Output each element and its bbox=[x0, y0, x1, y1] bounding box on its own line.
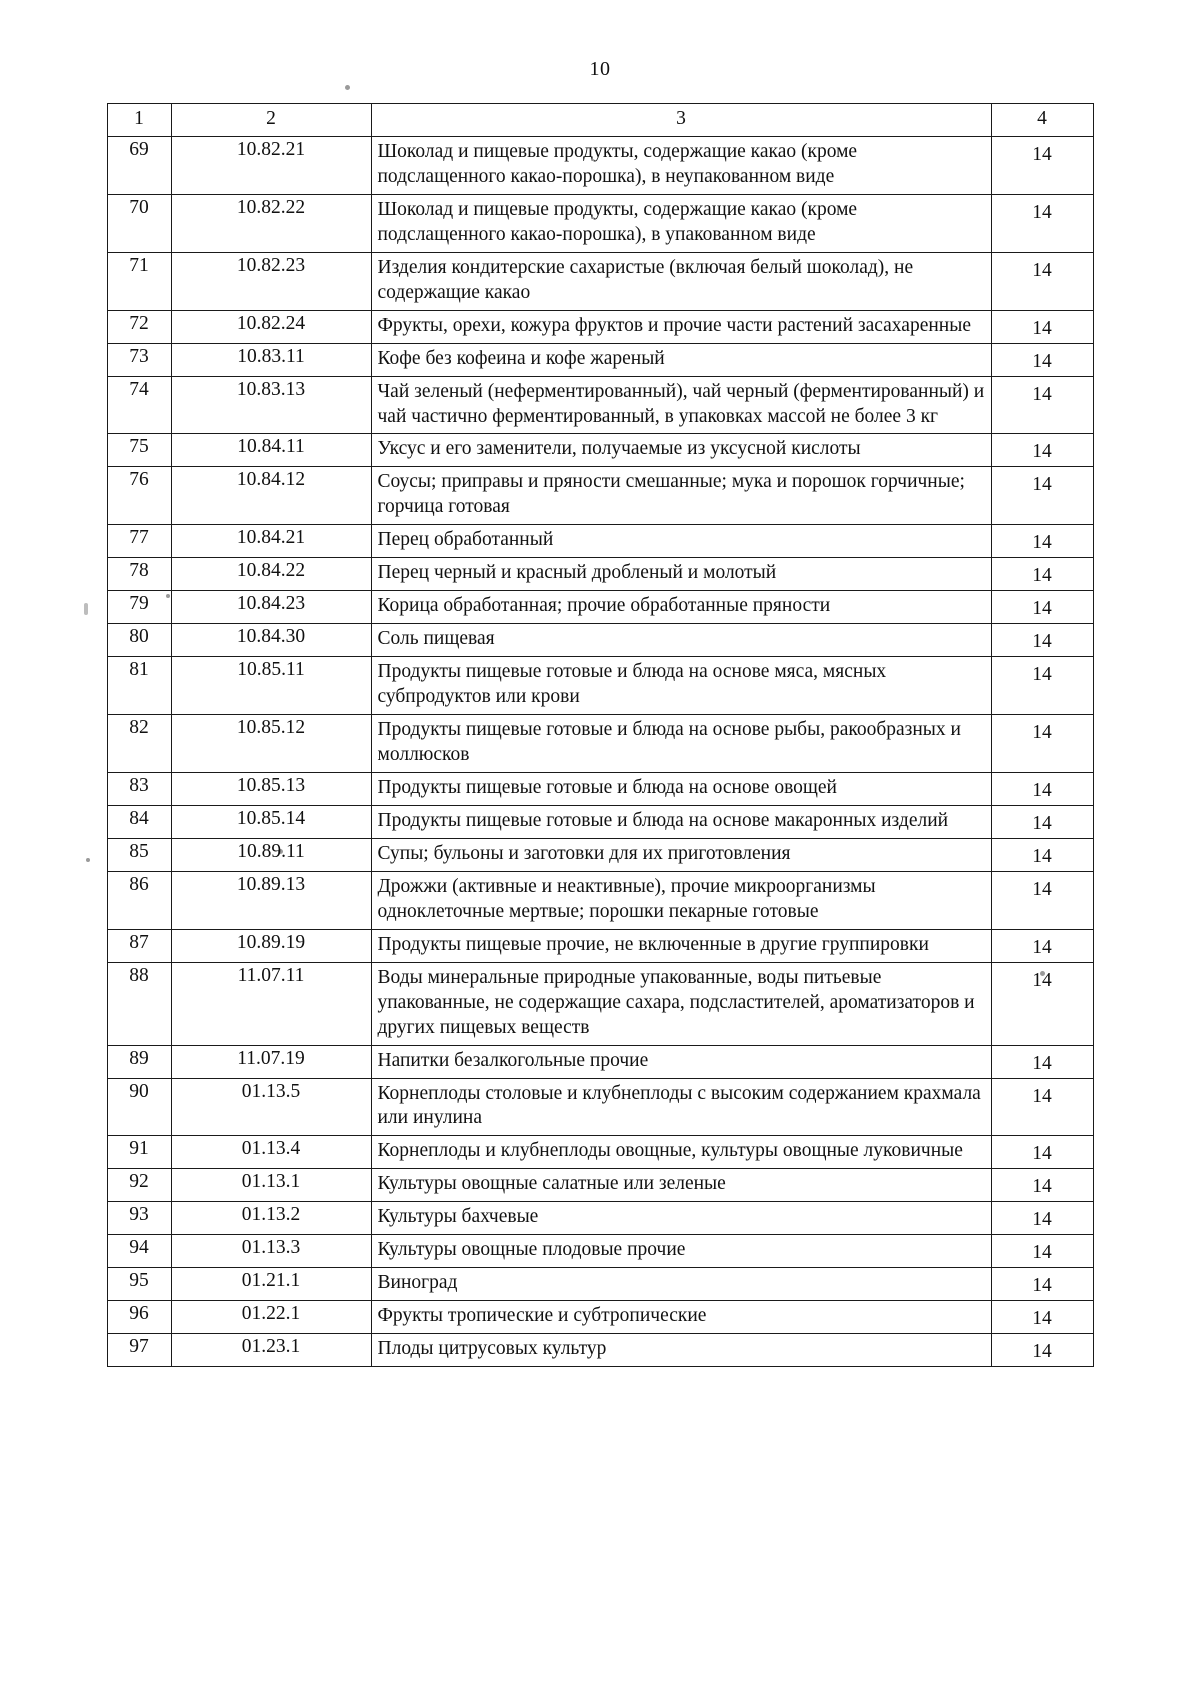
row-index-cell bbox=[107, 434, 171, 467]
scan-speck bbox=[86, 858, 90, 862]
product-code-cell bbox=[171, 1169, 371, 1202]
row-index-cell bbox=[107, 1045, 171, 1078]
product-code-cell bbox=[171, 467, 371, 525]
rate-cell bbox=[991, 772, 1093, 805]
rate-value: 14 bbox=[1032, 441, 1052, 463]
rate-cell bbox=[991, 558, 1093, 591]
product-code-value: 10.89.13 bbox=[236, 873, 306, 895]
product-name-cell: Культуры овощные плодовые прочие bbox=[371, 1235, 991, 1268]
row-index-value: 84 bbox=[129, 807, 149, 829]
row-index-cell bbox=[107, 1169, 171, 1202]
rate-cell bbox=[991, 434, 1093, 467]
rate-cell bbox=[991, 343, 1093, 376]
row-index-cell bbox=[107, 467, 171, 525]
row-index-value: 71 bbox=[129, 254, 149, 276]
product-name-cell: Корнеплоды столовые и клубнеплоды с высоким содержанием крахмала или инулина bbox=[371, 1078, 991, 1136]
rate-value: 14 bbox=[1032, 1085, 1052, 1107]
row-index-value: 72 bbox=[129, 312, 149, 334]
table-row bbox=[107, 376, 1093, 434]
product-name-cell: Фрукты, орехи, кожура фруктов и прочие части растений засахаренные bbox=[371, 310, 991, 343]
rate-cell bbox=[991, 1301, 1093, 1334]
row-index-cell bbox=[107, 657, 171, 715]
rate-cell bbox=[991, 929, 1093, 962]
rate-value: 14 bbox=[1032, 565, 1052, 587]
row-index-cell bbox=[107, 1235, 171, 1268]
rate-value: 14 bbox=[1032, 350, 1052, 372]
row-index-value: 77 bbox=[129, 527, 149, 549]
row-index-cell bbox=[107, 310, 171, 343]
rate-value: 14 bbox=[1032, 598, 1052, 620]
product-name-cell: Культуры овощные салатные или зеленые bbox=[371, 1169, 991, 1202]
rate-cell bbox=[991, 1202, 1093, 1235]
rate-value: 14 bbox=[1032, 936, 1052, 958]
product-name-cell: Продукты пищевые готовые и блюда на основе овощей bbox=[371, 772, 991, 805]
product-code-value: 10.82.21 bbox=[236, 138, 306, 160]
row-index-cell bbox=[107, 136, 171, 194]
table-row bbox=[107, 194, 1093, 252]
product-name-cell: Продукты пищевые готовые и блюда на основе мяса, мясных субпродуктов или крови bbox=[371, 657, 991, 715]
rate-cell bbox=[991, 1334, 1093, 1367]
product-code-cell bbox=[171, 1078, 371, 1136]
product-code-value: 10.85.13 bbox=[236, 774, 306, 796]
product-code-cell bbox=[171, 657, 371, 715]
scan-speck bbox=[166, 594, 170, 598]
row-index-value: 70 bbox=[129, 196, 149, 218]
row-index-cell bbox=[107, 376, 171, 434]
rate-cell bbox=[991, 1268, 1093, 1301]
product-code-cell bbox=[171, 715, 371, 773]
row-index-cell bbox=[107, 525, 171, 558]
product-code-value: 10.82.24 bbox=[236, 312, 306, 334]
product-code-value: 01.13.5 bbox=[241, 1080, 301, 1102]
rate-value: 14 bbox=[1032, 1242, 1052, 1264]
product-code-value: 10.85.11 bbox=[237, 659, 305, 681]
table-row bbox=[107, 343, 1093, 376]
table-row bbox=[107, 805, 1093, 838]
table-row bbox=[107, 525, 1093, 558]
table-row bbox=[107, 1202, 1093, 1235]
rate-cell bbox=[991, 1045, 1093, 1078]
row-index-value: 92 bbox=[129, 1171, 149, 1193]
product-name-cell: Фрукты тропические и субтропические bbox=[371, 1301, 991, 1334]
product-code-value: 10.82.23 bbox=[236, 254, 306, 276]
row-index-cell bbox=[107, 715, 171, 773]
product-code-value: 10.84.12 bbox=[236, 469, 306, 491]
product-code-value: 01.13.2 bbox=[241, 1204, 301, 1226]
table-row bbox=[107, 252, 1093, 310]
product-code-value: 10.85.12 bbox=[236, 717, 306, 739]
rate-value: 14 bbox=[1032, 1176, 1052, 1198]
product-name-cell: Уксус и его заменители, получаемые из уксусной кислоты bbox=[371, 434, 991, 467]
rate-cell bbox=[991, 591, 1093, 624]
rate-cell bbox=[991, 467, 1093, 525]
row-index-cell bbox=[107, 194, 171, 252]
rate-value: 14 bbox=[1032, 779, 1052, 801]
product-name-cell: Шоколад и пищевые продукты, содержащие какао (кроме подслащенного какао-порошка), в упакованном виде bbox=[371, 194, 991, 252]
product-code-value: 10.84.21 bbox=[236, 527, 306, 549]
product-code-cell bbox=[171, 1334, 371, 1367]
row-index-cell bbox=[107, 1268, 171, 1301]
product-code-cell bbox=[171, 310, 371, 343]
product-code-value: 10.84.11 bbox=[237, 436, 305, 458]
product-code-cell bbox=[171, 805, 371, 838]
rate-cell bbox=[991, 252, 1093, 310]
rate-cell bbox=[991, 805, 1093, 838]
row-index-cell bbox=[107, 962, 171, 1045]
rate-value: 14 bbox=[1032, 812, 1052, 834]
row-index-cell bbox=[107, 343, 171, 376]
product-code-value: 10.84.23 bbox=[236, 593, 306, 615]
table-row bbox=[107, 1268, 1093, 1301]
product-code-cell bbox=[171, 1136, 371, 1169]
product-classification-table bbox=[107, 103, 1094, 1367]
rate-value: 14 bbox=[1032, 631, 1052, 653]
row-index-value: 78 bbox=[129, 560, 149, 582]
row-index-value: 97 bbox=[129, 1336, 149, 1358]
product-code-value: 10.84.22 bbox=[236, 560, 306, 582]
row-index-cell bbox=[107, 591, 171, 624]
product-code-cell bbox=[171, 772, 371, 805]
product-name-cell: Кофе без кофеина и кофе жареный bbox=[371, 343, 991, 376]
table-row bbox=[107, 962, 1093, 1045]
rate-cell bbox=[991, 871, 1093, 929]
row-index-value: 86 bbox=[129, 873, 149, 895]
table-row bbox=[107, 715, 1093, 773]
table-row bbox=[107, 591, 1093, 624]
table-row bbox=[107, 434, 1093, 467]
row-index-cell bbox=[107, 252, 171, 310]
column-header-4: 4 bbox=[991, 104, 1093, 137]
product-code-value: 10.89.11 bbox=[237, 840, 305, 862]
table-row bbox=[107, 1045, 1093, 1078]
rate-value: 14 bbox=[1032, 532, 1052, 554]
row-index-value: 74 bbox=[129, 378, 149, 400]
row-index-value: 96 bbox=[129, 1303, 149, 1325]
product-code-cell bbox=[171, 1301, 371, 1334]
row-index-cell bbox=[107, 805, 171, 838]
row-index-value: 89 bbox=[129, 1047, 149, 1069]
rate-value: 14 bbox=[1032, 1052, 1052, 1074]
row-index-cell bbox=[107, 1202, 171, 1235]
rate-cell bbox=[991, 838, 1093, 871]
row-index-value: 79 bbox=[129, 593, 149, 615]
table-row bbox=[107, 1235, 1093, 1268]
rate-value: 14 bbox=[1032, 201, 1052, 223]
table-row bbox=[107, 657, 1093, 715]
product-code-cell bbox=[171, 434, 371, 467]
product-name-cell: Дрожжи (активные и неактивные), прочие микроорганизмы одноклеточные мертвые; порошки пекарные готовые bbox=[371, 871, 991, 929]
product-name-cell: Виноград bbox=[371, 1268, 991, 1301]
table-row bbox=[107, 136, 1093, 194]
product-name-cell: Воды минеральные природные упакованные, воды питьевые упакованные, не содержащие сахара, подсластителей, ароматизаторов и других пищевых веществ bbox=[371, 962, 991, 1045]
row-index-value: 95 bbox=[129, 1270, 149, 1292]
rate-cell bbox=[991, 1078, 1093, 1136]
product-code-cell bbox=[171, 871, 371, 929]
product-name-cell: Соль пищевая bbox=[371, 624, 991, 657]
row-index-cell bbox=[107, 929, 171, 962]
product-code-cell bbox=[171, 1045, 371, 1078]
scan-speck bbox=[345, 85, 350, 90]
row-index-cell bbox=[107, 558, 171, 591]
row-index-cell bbox=[107, 1136, 171, 1169]
product-code-cell bbox=[171, 343, 371, 376]
product-code-cell bbox=[171, 376, 371, 434]
row-index-cell bbox=[107, 838, 171, 871]
row-index-value: 94 bbox=[129, 1237, 149, 1259]
product-name-cell: Корица обработанная; прочие обработанные пряности bbox=[371, 591, 991, 624]
product-code-value: 01.23.1 bbox=[241, 1336, 301, 1358]
product-name-cell: Продукты пищевые готовые и блюда на основе макаронных изделий bbox=[371, 805, 991, 838]
product-code-value: 10.82.22 bbox=[236, 196, 306, 218]
product-name-cell: Изделия кондитерские сахаристые (включая белый шоколад), не содержащие какао bbox=[371, 252, 991, 310]
product-code-cell bbox=[171, 838, 371, 871]
rate-value: 14 bbox=[1032, 845, 1052, 867]
table-row bbox=[107, 1169, 1093, 1202]
rate-value: 14 bbox=[1032, 317, 1052, 339]
product-name-cell: Продукты пищевые готовые и блюда на основе рыбы, ракообразных и моллюсков bbox=[371, 715, 991, 773]
row-index-value: 69 bbox=[129, 138, 149, 160]
rate-cell bbox=[991, 310, 1093, 343]
product-code-value: 11.07.11 bbox=[237, 964, 305, 986]
product-code-cell bbox=[171, 1235, 371, 1268]
product-code-cell bbox=[171, 1268, 371, 1301]
product-name-cell: Чай зеленый (неферментированный), чай черный (ферментированный) и чай частично ферментированный, в упаковках массой не более 3 кг bbox=[371, 376, 991, 434]
row-index-value: 76 bbox=[129, 469, 149, 491]
rate-cell bbox=[991, 376, 1093, 434]
product-code-cell bbox=[171, 558, 371, 591]
rate-value: 14 bbox=[1032, 878, 1052, 900]
product-name-cell: Соусы; приправы и пряности смешанные; мука и порошок горчичные; горчица готовая bbox=[371, 467, 991, 525]
product-name-cell: Продукты пищевые прочие, не включенные в другие группировки bbox=[371, 929, 991, 962]
rate-cell bbox=[991, 657, 1093, 715]
row-index-value: 75 bbox=[129, 436, 149, 458]
column-header-3: 3 bbox=[371, 104, 991, 137]
row-index-cell bbox=[107, 772, 171, 805]
row-index-value: 87 bbox=[129, 931, 149, 953]
product-code-cell bbox=[171, 525, 371, 558]
table-row bbox=[107, 558, 1093, 591]
product-code-cell bbox=[171, 591, 371, 624]
product-code-value: 10.83.11 bbox=[237, 345, 305, 367]
rate-value: 14 bbox=[1032, 383, 1052, 405]
rate-cell bbox=[991, 624, 1093, 657]
rate-value: 14 bbox=[1032, 1308, 1052, 1330]
row-index-value: 88 bbox=[129, 964, 149, 986]
product-code-value: 10.83.13 bbox=[236, 378, 306, 400]
product-code-value: 01.13.4 bbox=[241, 1138, 301, 1160]
table-row bbox=[107, 310, 1093, 343]
product-name-cell: Шоколад и пищевые продукты, содержащие какао (кроме подслащенного какао-порошка), в неупакованном виде bbox=[371, 136, 991, 194]
product-name-cell: Напитки безалкогольные прочие bbox=[371, 1045, 991, 1078]
table-row bbox=[107, 1301, 1093, 1334]
product-name-cell: Корнеплоды и клубнеплоды овощные, культуры овощные луковичные bbox=[371, 1136, 991, 1169]
row-index-value: 82 bbox=[129, 717, 149, 739]
document-page bbox=[0, 58, 1200, 1683]
product-name-cell: Супы; бульоны и заготовки для их приготовления bbox=[371, 838, 991, 871]
row-index-cell bbox=[107, 1301, 171, 1334]
table-row bbox=[107, 467, 1093, 525]
rate-cell bbox=[991, 715, 1093, 773]
row-index-value: 80 bbox=[129, 626, 149, 648]
row-index-value: 91 bbox=[129, 1138, 149, 1160]
product-code-cell bbox=[171, 194, 371, 252]
rate-value: 14 bbox=[1032, 1275, 1052, 1297]
product-code-cell bbox=[171, 624, 371, 657]
product-code-cell bbox=[171, 929, 371, 962]
product-code-cell bbox=[171, 252, 371, 310]
table-row bbox=[107, 1334, 1093, 1367]
table-row bbox=[107, 929, 1093, 962]
column-header-1: 1 bbox=[107, 104, 171, 137]
rate-cell bbox=[991, 194, 1093, 252]
scan-speck bbox=[84, 603, 88, 615]
product-code-cell bbox=[171, 962, 371, 1045]
rate-value: 14 bbox=[1032, 1341, 1052, 1363]
product-code-value: 10.85.14 bbox=[236, 807, 306, 829]
product-name-cell: Перец обработанный bbox=[371, 525, 991, 558]
rate-cell bbox=[991, 1235, 1093, 1268]
rate-value: 14 bbox=[1032, 722, 1052, 744]
row-index-cell bbox=[107, 871, 171, 929]
product-code-value: 10.84.30 bbox=[236, 626, 306, 648]
table-header-row bbox=[107, 104, 1093, 137]
rate-value: 14 bbox=[1032, 143, 1052, 165]
table-row bbox=[107, 624, 1093, 657]
rate-cell bbox=[991, 1169, 1093, 1202]
table-row bbox=[107, 772, 1093, 805]
row-index-value: 73 bbox=[129, 345, 149, 367]
product-code-cell bbox=[171, 1202, 371, 1235]
product-code-value: 01.22.1 bbox=[241, 1303, 301, 1325]
product-name-cell: Плоды цитрусовых культур bbox=[371, 1334, 991, 1367]
product-name-cell: Культуры бахчевые bbox=[371, 1202, 991, 1235]
rate-cell bbox=[991, 1136, 1093, 1169]
product-code-value: 01.21.1 bbox=[241, 1270, 301, 1292]
rate-value: 14 bbox=[1032, 664, 1052, 686]
row-index-value: 85 bbox=[129, 840, 149, 862]
row-index-cell bbox=[107, 1078, 171, 1136]
column-header-2: 2 bbox=[171, 104, 371, 137]
row-index-value: 90 bbox=[129, 1080, 149, 1102]
row-index-value: 83 bbox=[129, 774, 149, 796]
product-code-value: 01.13.1 bbox=[241, 1171, 301, 1193]
rate-value: 14 bbox=[1032, 969, 1052, 991]
row-index-cell bbox=[107, 624, 171, 657]
rate-cell bbox=[991, 962, 1093, 1045]
product-code-value: 11.07.19 bbox=[237, 1047, 305, 1069]
rate-value: 14 bbox=[1032, 1209, 1052, 1231]
rate-value: 14 bbox=[1032, 259, 1052, 281]
table-row bbox=[107, 871, 1093, 929]
row-index-value: 81 bbox=[129, 659, 149, 681]
rate-value: 14 bbox=[1032, 474, 1052, 496]
rate-cell bbox=[991, 136, 1093, 194]
product-code-value: 10.89.19 bbox=[236, 931, 306, 953]
product-code-value: 01.13.3 bbox=[241, 1237, 301, 1259]
row-index-value: 93 bbox=[129, 1204, 149, 1226]
table-row bbox=[107, 1136, 1093, 1169]
rate-cell bbox=[991, 525, 1093, 558]
table-row bbox=[107, 1078, 1093, 1136]
product-name-cell: Перец черный и красный дробленый и молотый bbox=[371, 558, 991, 591]
page-number: 10 bbox=[589, 58, 611, 80]
row-index-cell bbox=[107, 1334, 171, 1367]
rate-value: 14 bbox=[1032, 1143, 1052, 1165]
table-row bbox=[107, 838, 1093, 871]
product-code-cell bbox=[171, 136, 371, 194]
